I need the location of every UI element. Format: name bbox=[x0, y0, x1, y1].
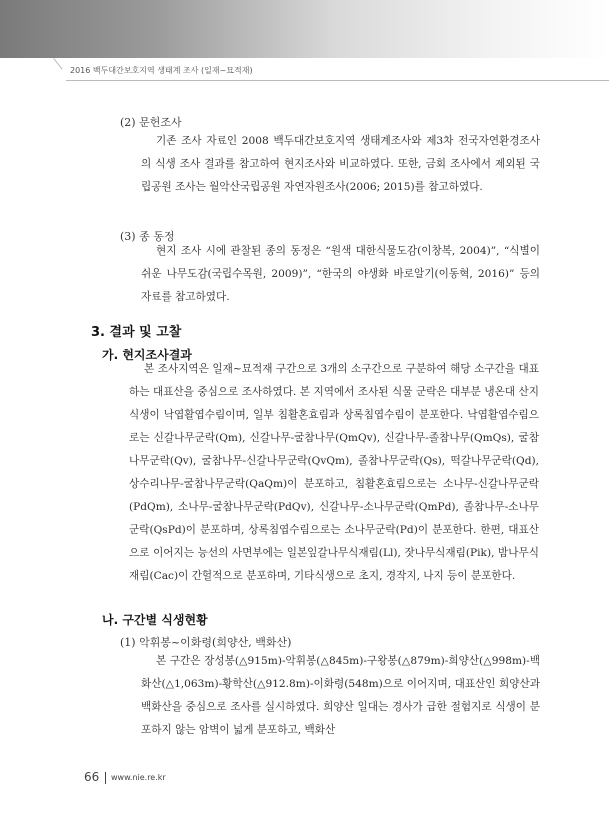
field-results-paragraph: 본 조사지역은 일재~묘적재 구간으로 3개의 소구간으로 구분하여 해당 소구간을 대표하는 대표산을 중심으로 조사하였다. 본 지역에서 조사된 식물 군락은 대부분 냉온대 산지식생이 낙엽활엽수림이며, 일부 침활혼효림과 상록침엽수림이 분포한다. 낙엽활엽수림으로는 신갈나무군락(Qm), 신갈나무-굴참나무(QmQv), 신갈나무-졸참나무(QmQs), 굴참나무군락(Qv), 굴참나무-신갈나무군락(QvQm), 졸참나무군락(Qs), 떡갈나무군락(Qd), 상수리나무-굴참나무군락(QaQm)이 분포하고, 침활혼효림으로는 소나무-신갈나무군락(PdQm), 소나무-굴참나무군락(PdQv), 신갈나무-소나무군락(QmPd), 졸참나무-소나무군락(QsPd)이 분포하며, 상록침엽수림으로는 소나무군락(Pd)이 분포한다. 한편, 대표산으로 이어지는 능선의 사면부에는 일본잎갈나무식재림(Ll), 잣나무식재림(Pik), 밤나무식재림(Cac)이 간헐적으로 분포하며, 기타식생으로 초지, 경작지, 나지 등이 분포한다. bbox=[129, 363, 540, 582]
footer-url: www.nie.re.kr bbox=[111, 773, 166, 782]
section1-paragraph: 본 구간은 장성봉(△915m)-악휘봉(△845m)-구왕봉(△879m)-희양산(△998m)-백화산(△1,063m)-황학산(△912.8m)-이화령(548m)으로 이어지며, 대표산인 희양산과 백화산을 중심으로 조사를 실시하였다. 희양산 일대는 경사가 급한 절험지로 식생이 분포하지 않는 암벽이 넓게 분포하고, 백화산 bbox=[141, 655, 540, 736]
page-number: 66 bbox=[84, 770, 100, 784]
header-slant-line bbox=[53, 58, 62, 70]
running-title: 2016 백두대간보호지역 생태계 조사 (일재~묘적재) bbox=[70, 66, 253, 75]
species-id-heading: (3) 종 동정 bbox=[120, 230, 175, 243]
footer-divider bbox=[105, 772, 106, 784]
section1-heading: (1) 악휘봉~이화령(희양산, 백화산) bbox=[120, 636, 292, 649]
field-results-heading: 가. 현지조사결과 bbox=[102, 348, 192, 362]
header-banner bbox=[0, 0, 609, 58]
species-id-paragraph: 현지 조사 시에 관찰된 종의 동정은 “원색 대한식물도감(이창복, 2004)”, “식별이 쉬운 나무도감(국립수목원, 2009)”, “한국의 야생화 바로알기(이동혁, 2016)” 등의 자료를 참고하였다. bbox=[141, 245, 540, 303]
lit-survey-heading: (2) 문헌조사 bbox=[120, 116, 182, 129]
section-vegetation-heading: 나. 구간별 식생현황 bbox=[102, 613, 208, 627]
lit-survey-paragraph: 기존 조사 자료인 2008 백두대간보호지역 생태계조사와 제3차 전국자연환경조사의 식생 조사 결과를 참고하여 현지조사와 비교하였다. 또한, 금회 조사에서 제외된 국립공원 조사는 월악산국립공원 자연자원조사(2006; 2015)를 참고하였다. bbox=[141, 135, 540, 193]
header-rule bbox=[66, 80, 609, 81]
running-header bbox=[0, 62, 609, 82]
results-heading: 3. 결과 및 고찰 bbox=[91, 325, 182, 340]
